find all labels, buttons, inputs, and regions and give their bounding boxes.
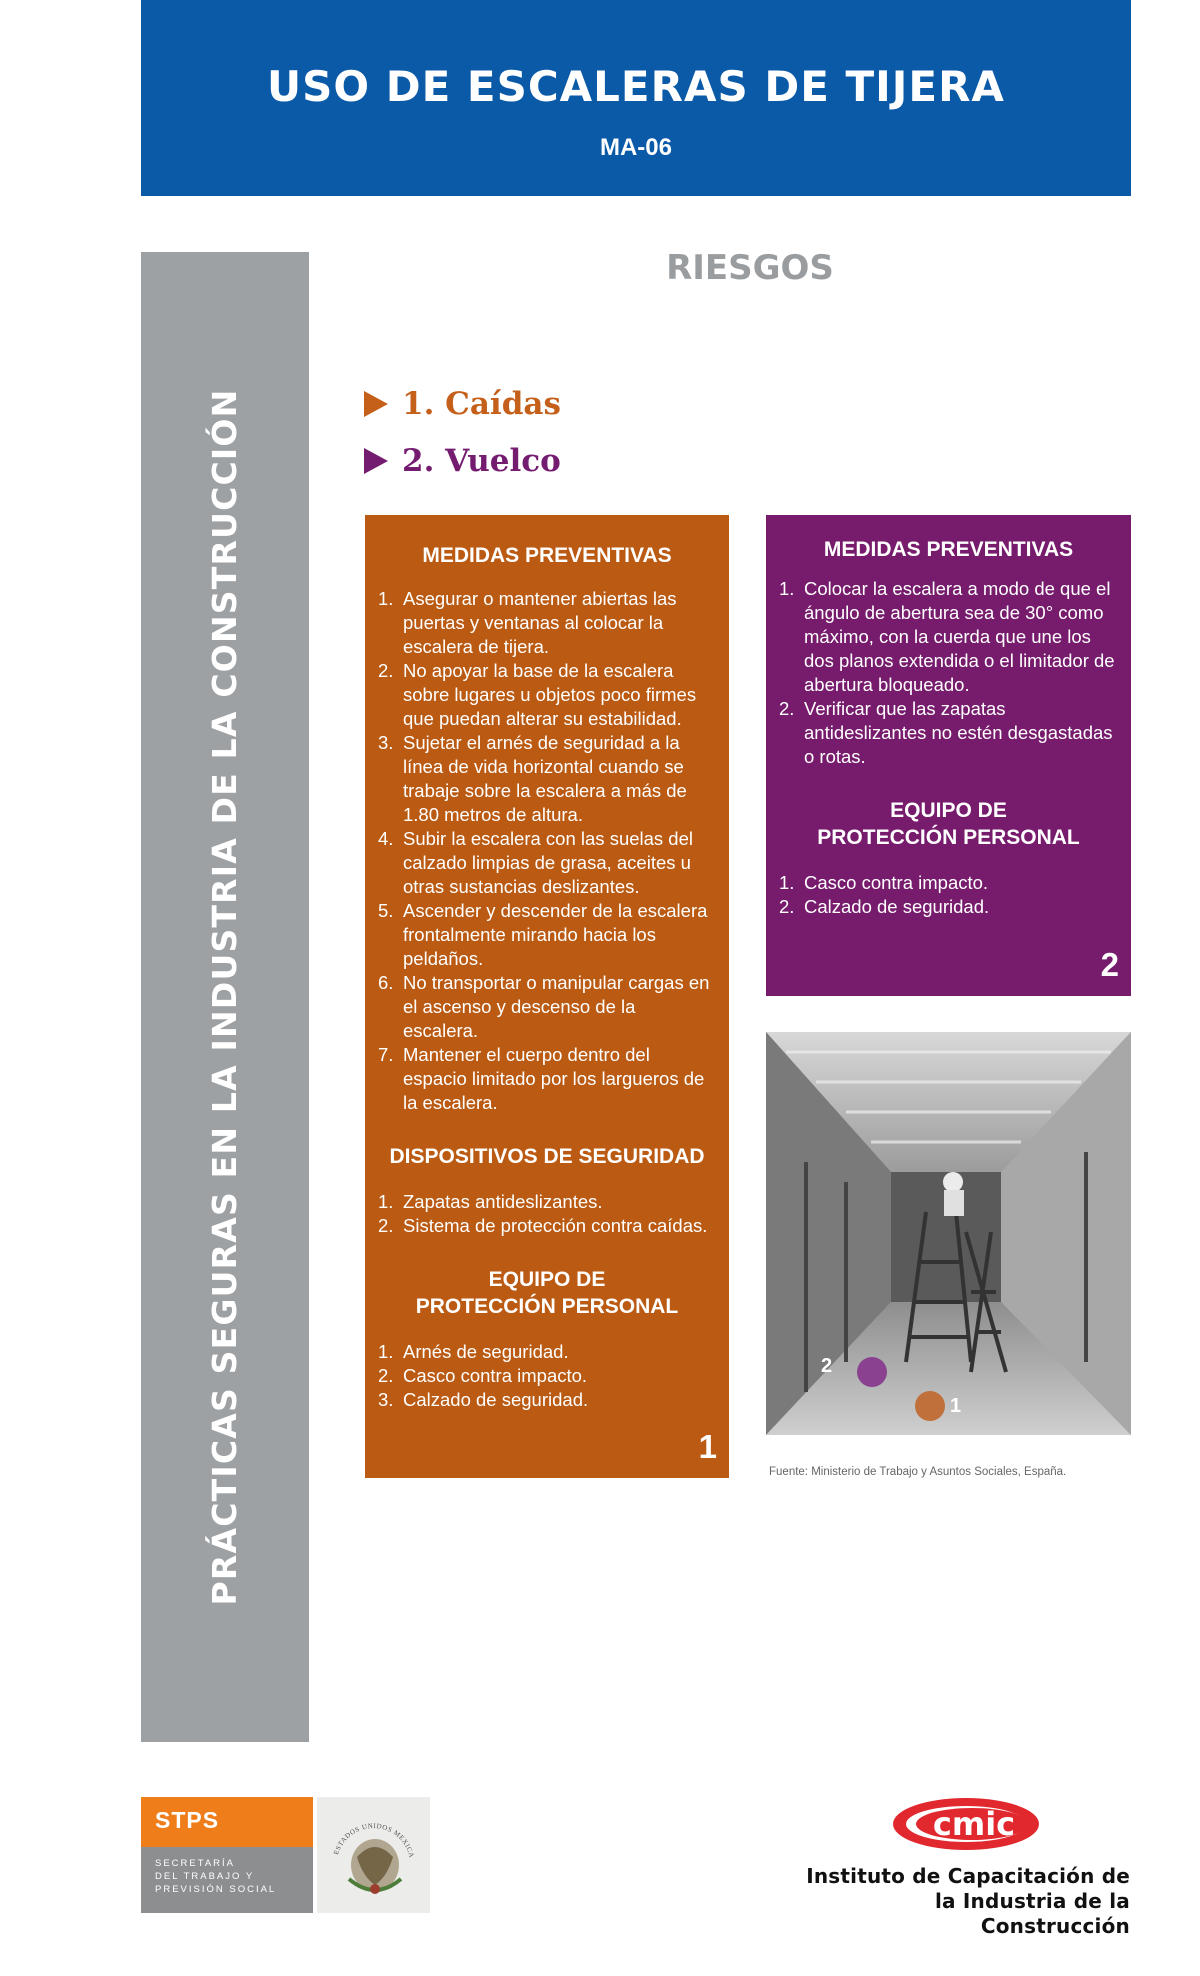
- list-item: 2. No apoyar la base de la escalera sobre lugares u objetos poco firmes que puedan alterar su estabilidad.: [378, 660, 697, 729]
- header-banner: [141, 0, 1131, 196]
- list-item: 1. Colocar la escalera a modo de que el ángulo de abertura sea de 30° como máximo, con la cuerda que une los dos planos extendida o el limitador de abertura bloqueado.: [779, 578, 1115, 695]
- list-item: 2. Calzado de seguridad.: [779, 896, 990, 917]
- marker-2-dot: [857, 1357, 887, 1387]
- cmic-logo: [890, 1795, 1042, 1853]
- section-title: MEDIDAS PREVENTIVAS: [422, 544, 672, 567]
- triangle-bullet-icon: [364, 391, 388, 417]
- ladder-photo: [766, 1032, 1131, 1435]
- stps-logo: [141, 1797, 430, 1913]
- sidebar-vertical-text: PRÁCTICAS SEGURAS EN LA INDUSTRIA DE LA CONSTRUCCIÓN: [205, 388, 244, 1606]
- section-title: EQUIPO DE PROTECCIÓN PERSONAL: [415, 1268, 679, 1318]
- list-item: 2. Sistema de protección contra caídas.: [378, 1215, 708, 1236]
- ppe-list: [774, 871, 1119, 919]
- section-title: MEDIDAS PREVENTIVAS: [823, 538, 1074, 561]
- list-item: 5. Ascender y descender de la escalera frontalmente mirando hacia los peldaños.: [378, 900, 708, 969]
- panel-overturn-measures: [766, 515, 1131, 996]
- stps-wordmark: STPS: [155, 1807, 220, 1833]
- list-item: 2. Casco contra impacto.: [378, 1365, 588, 1386]
- mexican-seal: [317, 1797, 430, 1913]
- cmic-wordmark: cmic: [932, 1805, 1016, 1843]
- list-item: 1. Asegurar o mantener abiertas las puertas y ventanas al colocar la escalera de tijera.: [378, 588, 677, 657]
- section-title: EQUIPO DE PROTECCIÓN PERSONAL: [817, 799, 1080, 849]
- risk-label: 2. Vuelco: [402, 443, 561, 479]
- source-caption: Fuente: Ministerio de Trabajo y Asuntos Sociales, España.: [769, 1466, 1067, 1478]
- list-item: 1. Arnés de seguridad.: [378, 1341, 569, 1362]
- section-title: DISPOSITIVOS DE SEGURIDAD: [389, 1145, 705, 1168]
- list-item: 6. No transportar o manipular cargas en el ascenso y descenso de la escalera.: [378, 972, 710, 1041]
- list-item: 1. Casco contra impacto.: [779, 872, 989, 893]
- marker-2-label: 2: [821, 1355, 833, 1377]
- marker-1-label: 1: [950, 1395, 962, 1417]
- institute-name: Instituto de Capacitación de la Industria de la Construcción: [806, 1864, 1130, 1938]
- panel-falls-measures: [365, 515, 729, 1478]
- risk-item-overturn: [364, 443, 561, 479]
- list-item: 2. Verificar que las zapatas antideslizantes no estén desgastadas o rotas.: [779, 698, 1113, 767]
- preventive-measures-list: [373, 587, 715, 1115]
- svg-text:ESTADOS UNIDOS MEXICANOS: ESTADOS UNIDOS MEXICA: [332, 1821, 416, 1859]
- panel-number: 1: [698, 1428, 717, 1465]
- photo-markers: [766, 1032, 1131, 1435]
- eagle-seal-icon: [317, 1797, 430, 1913]
- ppe-list: [373, 1340, 715, 1412]
- list-item: 7. Mantener el cuerpo dentro del espacio limitado por los largueros de la escalera.: [378, 1044, 705, 1113]
- risk-item-falls: [364, 386, 561, 422]
- triangle-bullet-icon: [364, 448, 388, 474]
- list-item: 3. Sujetar el arnés de seguridad a la línea de vida horizontal cuando se trabaje sobre la escalera a más de 1.80 metros de altura.: [378, 732, 687, 825]
- list-item: 3. Calzado de seguridad.: [378, 1389, 589, 1410]
- preventive-measures-list: [774, 577, 1119, 769]
- marker-1-dot: [915, 1391, 945, 1421]
- risk-label: 1. Caídas: [402, 386, 561, 422]
- list-item: 1. Zapatas antideslizantes.: [378, 1191, 603, 1212]
- document-code: MA-06: [599, 134, 672, 161]
- safety-devices-list: [373, 1190, 723, 1238]
- panel-number: 2: [1100, 946, 1119, 983]
- list-item: 4. Subir la escalera con las suelas del calzado limpias de grasa, aceites u otras sustancias deslizantes.: [378, 828, 693, 897]
- risks-heading: RIESGOS: [666, 248, 834, 288]
- page-title: USO DE ESCALERAS DE TIJERA: [267, 62, 1005, 111]
- stps-subtitle: SECRETARÍA DEL TRABAJO Y PREVISIÓN SOCIAL: [155, 1858, 277, 1895]
